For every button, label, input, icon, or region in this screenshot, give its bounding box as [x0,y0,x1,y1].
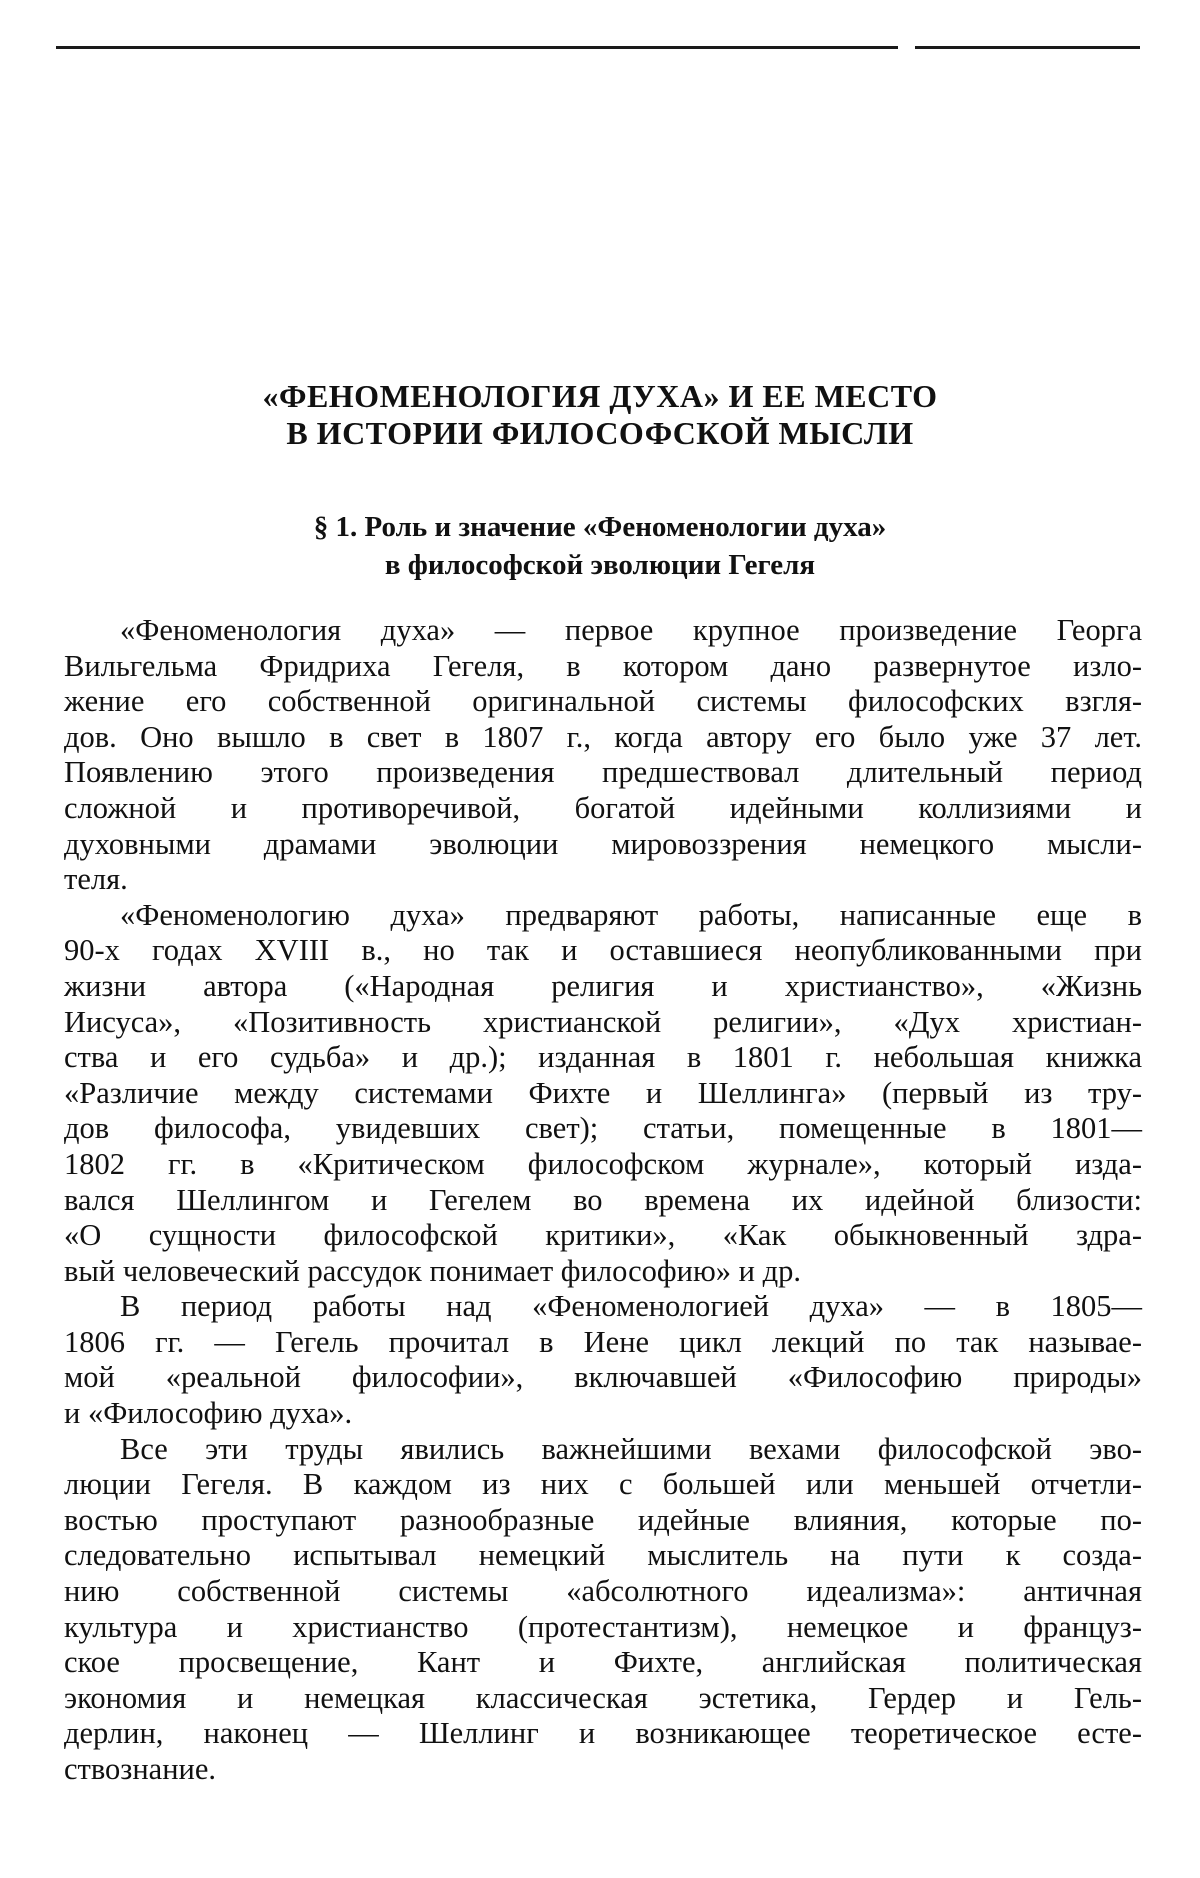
chapter-title-line: «ФЕНОМЕНОЛОГИЯ ДУХА» И ЕЕ МЕСТО [262,378,938,414]
text-line: 1802 гг. в «Критическом философском журнале», который изда- [64,1146,1142,1181]
text-line: духовными драмами эволюции мировоззрения немецкого мысли- [64,826,1142,861]
text-line: ствознание. [64,1752,217,1786]
top-rule-left [56,46,898,49]
section-title [0,508,1200,584]
paragraph-4 [64,1432,1142,1788]
text-line: ское просвещение, Кант и Фихте, английская политическая [64,1645,1142,1680]
text-line: и «Философию духа». [64,1396,353,1431]
section-title-line: в философской эволюции Гегеля [384,549,816,581]
chapter-title-line: В ИСТОРИИ ФИЛОСОФСКОЙ МЫСЛИ [286,415,914,451]
text-line: «Феноменология духа» — первое крупное произведение Георга [120,613,1142,647]
text-line: вый человеческий рассудок понимает философию» и др. [64,1253,801,1288]
text-line: экономия и немецкая классическая эстетика, Гердер и Гель- [64,1680,1142,1715]
text-line: жение его собственной оригинальной системы философских взгля- [64,684,1142,719]
text-line: культура и христианство (протестантизм), немецкое и француз- [64,1609,1142,1644]
text-line: востью проступают разнообразные идейные влияния, которые по- [64,1502,1142,1537]
text-line: дов. Оно вышло в свет в 1807 г., когда автору его было уже 37 лет. [64,719,1142,754]
text-line: сложной и противоречивой, богатой идейными коллизиями и [64,790,1142,825]
text-line: мой «реальной философии», включавшей «Философию природы» [64,1360,1142,1395]
text-line: Иисуса», «Позитивность христианской религии», «Дух христиан- [64,1004,1142,1039]
text-line: дерлин, наконец — Шеллинг и возникающее теоретическое есте- [64,1716,1142,1751]
text-line: дов философа, увидевших свет); статьи, помещенные в 1801— [64,1111,1142,1146]
text-line: В период работы над «Феноменологией духа» — в 1805— [120,1289,1142,1324]
top-rule-right [915,46,1140,49]
text-line: Вильгельма Фридриха Гегеля, в котором дано развернутое изло- [64,648,1142,683]
text-line: следовательно испытывал немецкий мыслитель на пути к созда- [64,1538,1142,1573]
text-line: «Феноменологию духа» предваряют работы, написанные еще в [120,897,1142,932]
text-line: «О сущности философской критики», «Как обыкновенный здра- [64,1218,1142,1253]
text-line: 90-х годах XVIII в., но так и оставшиеся неопубликованными при [64,933,1142,968]
text-line: вался Шеллингом и Гегелем во времена их идейной близости: [64,1182,1142,1217]
paragraph-1 [64,613,1142,898]
text-line: теля. [64,862,128,897]
text-line: 1806 гг. — Гегель прочитал в Иене цикл лекций по так называе- [64,1324,1142,1359]
text-line: жизни автора («Народная религия и христианство», «Жизнь [64,968,1142,1003]
text-line: Появлению этого произведения предшествовал длительный период [64,755,1142,790]
paragraph-3 [64,1289,1142,1431]
paragraph-2 [64,898,1142,1290]
text-line: люции Гегеля. В каждом из них с большей или меньшей отчетли- [64,1467,1142,1502]
section-title-line: § 1. Роль и значение «Феноменологии духа» [313,511,887,543]
text-line: ства и его судьба» и др.); изданная в 1801 г. небольшая книжка [64,1040,1142,1075]
chapter-title [0,378,1200,452]
text-line: «Различие между системами Фихте и Шеллинга» (первый из тру- [64,1075,1142,1110]
text-line: нию собственной системы «абсолютного идеализма»: античная [64,1574,1142,1609]
body-text [64,613,1142,1788]
text-line: Все эти труды явились важнейшими вехами философской эво- [120,1431,1142,1466]
